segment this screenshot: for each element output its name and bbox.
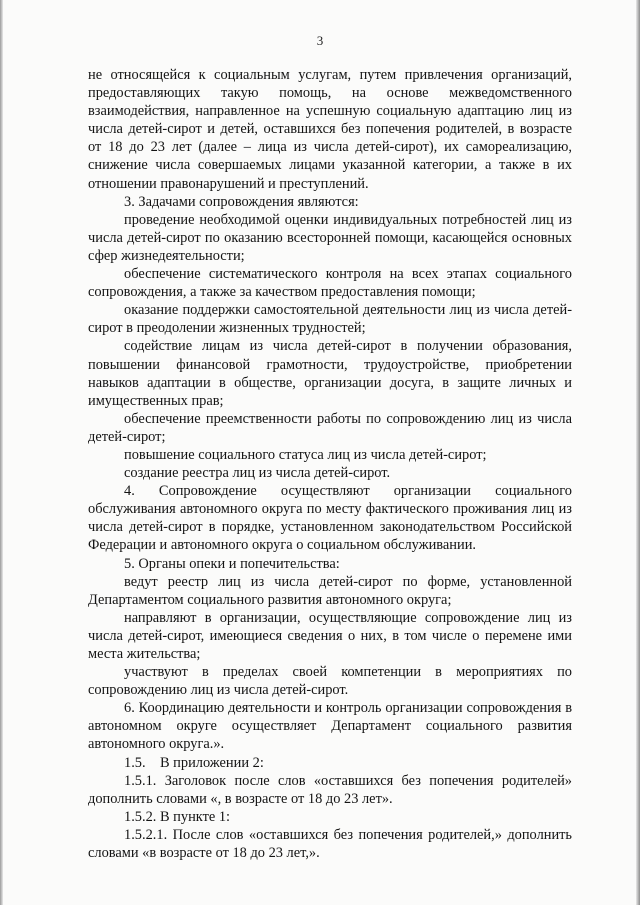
scan-edge-right [636,0,640,905]
page-number: 3 [316,33,324,48]
paragraph-item-6: 6. Координацию деятельности и контроль организации сопровождения в автономном округе осуществляет Департамент социального развития автономного округа.». [88,700,572,753]
paragraph-1-5: 1.5. В приложении 2: [124,754,264,771]
paragraph-item-5: 5. Органы опеки и попечительства: [124,555,340,572]
scan-edge-left [0,0,3,905]
paragraph-task-control: обеспечение систематического контроля на всех этапах социального сопровождения, а также за качеством предоставления помощи; [88,266,572,301]
paragraph-tasks-heading: 3. Задачами сопровождения являются: [124,193,359,210]
paragraph-guardianship-send: направляют в организации, осуществляющие сопровождение лиц из числа детей-сирот, имеющиеся сведения о них, в том числе о перемене ими места жительства; [88,609,572,662]
paragraph-task-support: оказание поддержки самостоятельной деятельности лиц из числа детей-сирот в преодолении жизненных трудностей; [88,302,572,337]
paragraph-item-4: 4. Сопровождение осуществляют организации социального обслуживания автономного округа по месту фактического проживания лиц из числа детей-сирот в порядке, установленном законодательством Российской Федерации и автономного округа о социальном обслуживании. [88,483,572,554]
paragraph-1-5-2-1: 1.5.2.1. После слов «оставшихся без попечения родителей,» дополнить словами «в возрасте от 18 до 23 лет,». [88,826,572,862]
document-body [88,66,572,862]
paragraph-continuation: не относящейся к социальным услугам, путем привлечения организаций, предоставляющих такую помощь, на основе межведомственного взаимодействия, направленное на успешную социальную адаптацию лиц из числа детей-сирот и детей, оставшихся без попечения родителей, в возрасте от 18 до 23 лет (далее – лица из числа детей-сирот), их самореализацию, снижение числа совершаемых лицами указанной категории, а также в их отношении правонарушений и преступлений. [88,67,572,192]
paragraph-task-registry: создание реестра лиц из числа детей-сирот. [124,465,391,482]
paragraph-guardianship-registry: ведут реестр лиц из числа детей-сирот по форме, установленной Департаментом социального развития автономного округа; [88,573,572,608]
paragraph-task-continuity: обеспечение преемственности работы по сопровождению лиц из числа детей-сирот; [88,410,572,445]
paragraph-task-status: повышение социального статуса лиц из числа детей-сирот; [124,446,487,463]
paragraph-1-5-1: 1.5.1. Заголовок после слов «оставшихся без попечения родителей» дополнить словами «, в возрасте от 18 до 23 лет». [88,772,572,807]
paragraph-task-assistance: содействие лицам из числа детей-сирот в получении образования, повышении финансовой грамотности, трудоустройстве, приобретении навыков адаптации в обществе, организации досуга, в защите личных и имущественных прав; [88,338,572,409]
paragraph-task-assessment: проведение необходимой оценки индивидуальных потребностей лиц из числа детей-сирот по оказанию всесторонней помощи, касающейся основных сфер жизнедеятельности; [88,211,572,264]
paragraph-1-5-2: 1.5.2. В пункте 1: [124,808,231,825]
paragraph-guardianship-participate: участвуют в пределах своей компетенции в мероприятиях по сопровождению лиц из числа детей-сирот. [88,664,572,699]
